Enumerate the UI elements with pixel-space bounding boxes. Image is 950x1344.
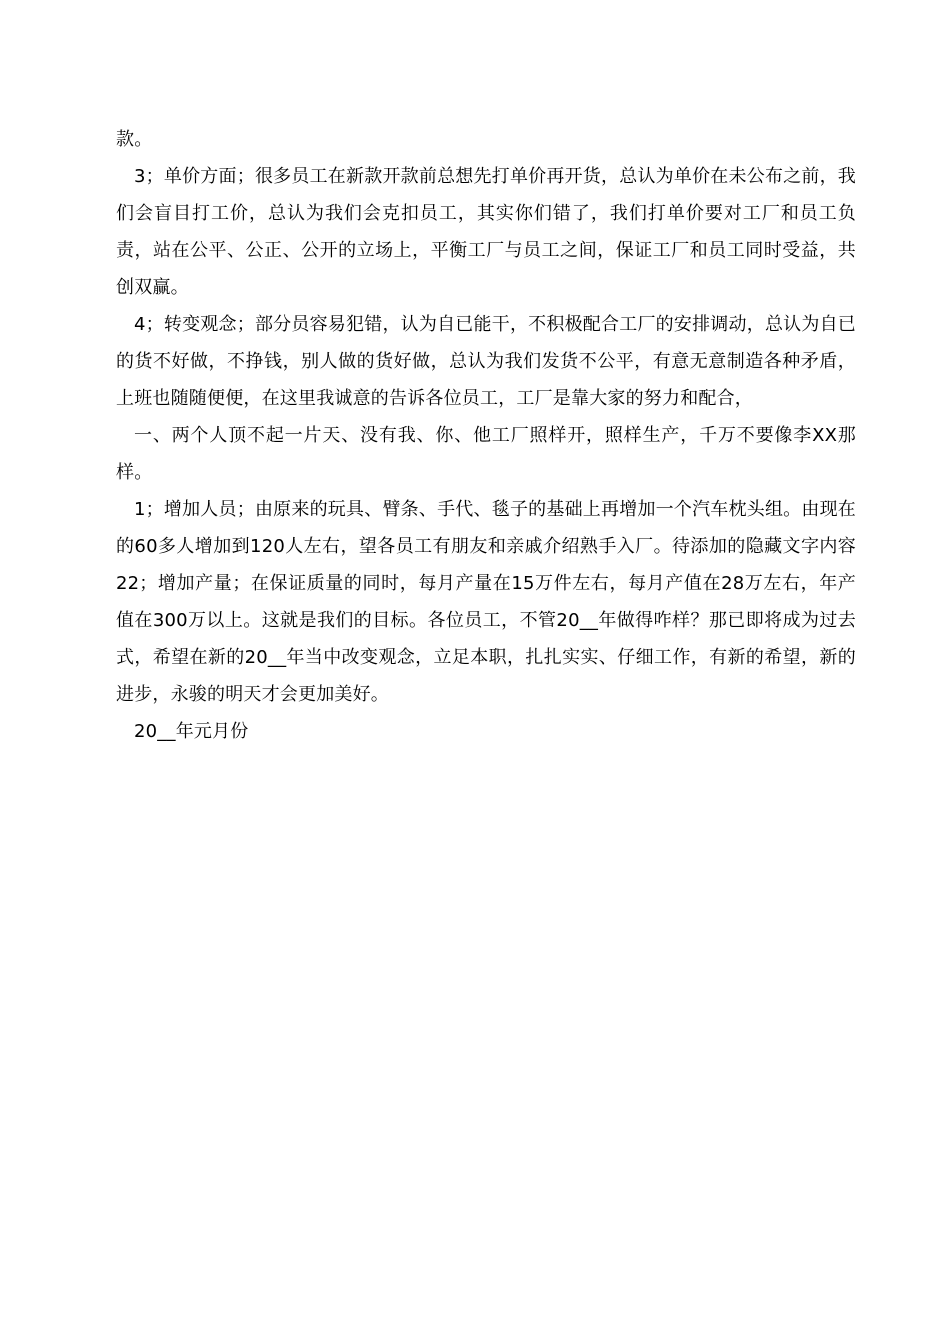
paragraph-increase-staff: 1；增加人员；由原来的玩具、臂条、手代、毯子的基础上再增加一个汽车枕头组。由现在的60多人增加到120人左右，望各员工有朋友和亲戚介绍熟手入厂。待添加的隐藏文字内容22；增加产量；在保证质量的同时，每月产量在15万件左右，每月产值在28万左右，年产值在300万以上。这就是我们的目标。各位员工，不管20__年做得咋样？那已即将成为过去式，希望在新的20__年当中改变观念，立足本职，扎扎实实、仔细工作，有新的希望，新的进步，永骏的明天才会更加美好。	[116, 499, 856, 705]
paragraph-teamwork: 一、两个人顶不起一片天、没有我、你、他工厂照样开，照样生产，千万不要像李XX那样。	[116, 425, 856, 483]
paragraph-unit-price: 3；单价方面；很多员工在新款开款前总想先打单价再开货，总认为单价在未公布之前，我们会盲目打工价，总认为我们会克扣员工，其实你们错了，我们打单价要对工厂和员工负责，站在公平、公正、公开的立场上，平衡工厂与员工之间，保证工厂和员工同时受益，共创双赢。	[116, 166, 856, 298]
document-date: 20__年元月份	[134, 721, 249, 742]
paragraph-continuation: 款。	[116, 129, 153, 150]
paragraph-change-mindset: 4；转变观念；部分员容易犯错，认为自已能干，不积极配合工厂的安排调动，总认为自已的货不好做，不挣钱，别人做的货好做，总认为我们发货不公平，有意无意制造各种矛盾，上班也随随便便，在这里我诚意的告诉各位员工，工厂是靠大家的努力和配合，	[116, 314, 856, 409]
document-body	[116, 121, 856, 750]
